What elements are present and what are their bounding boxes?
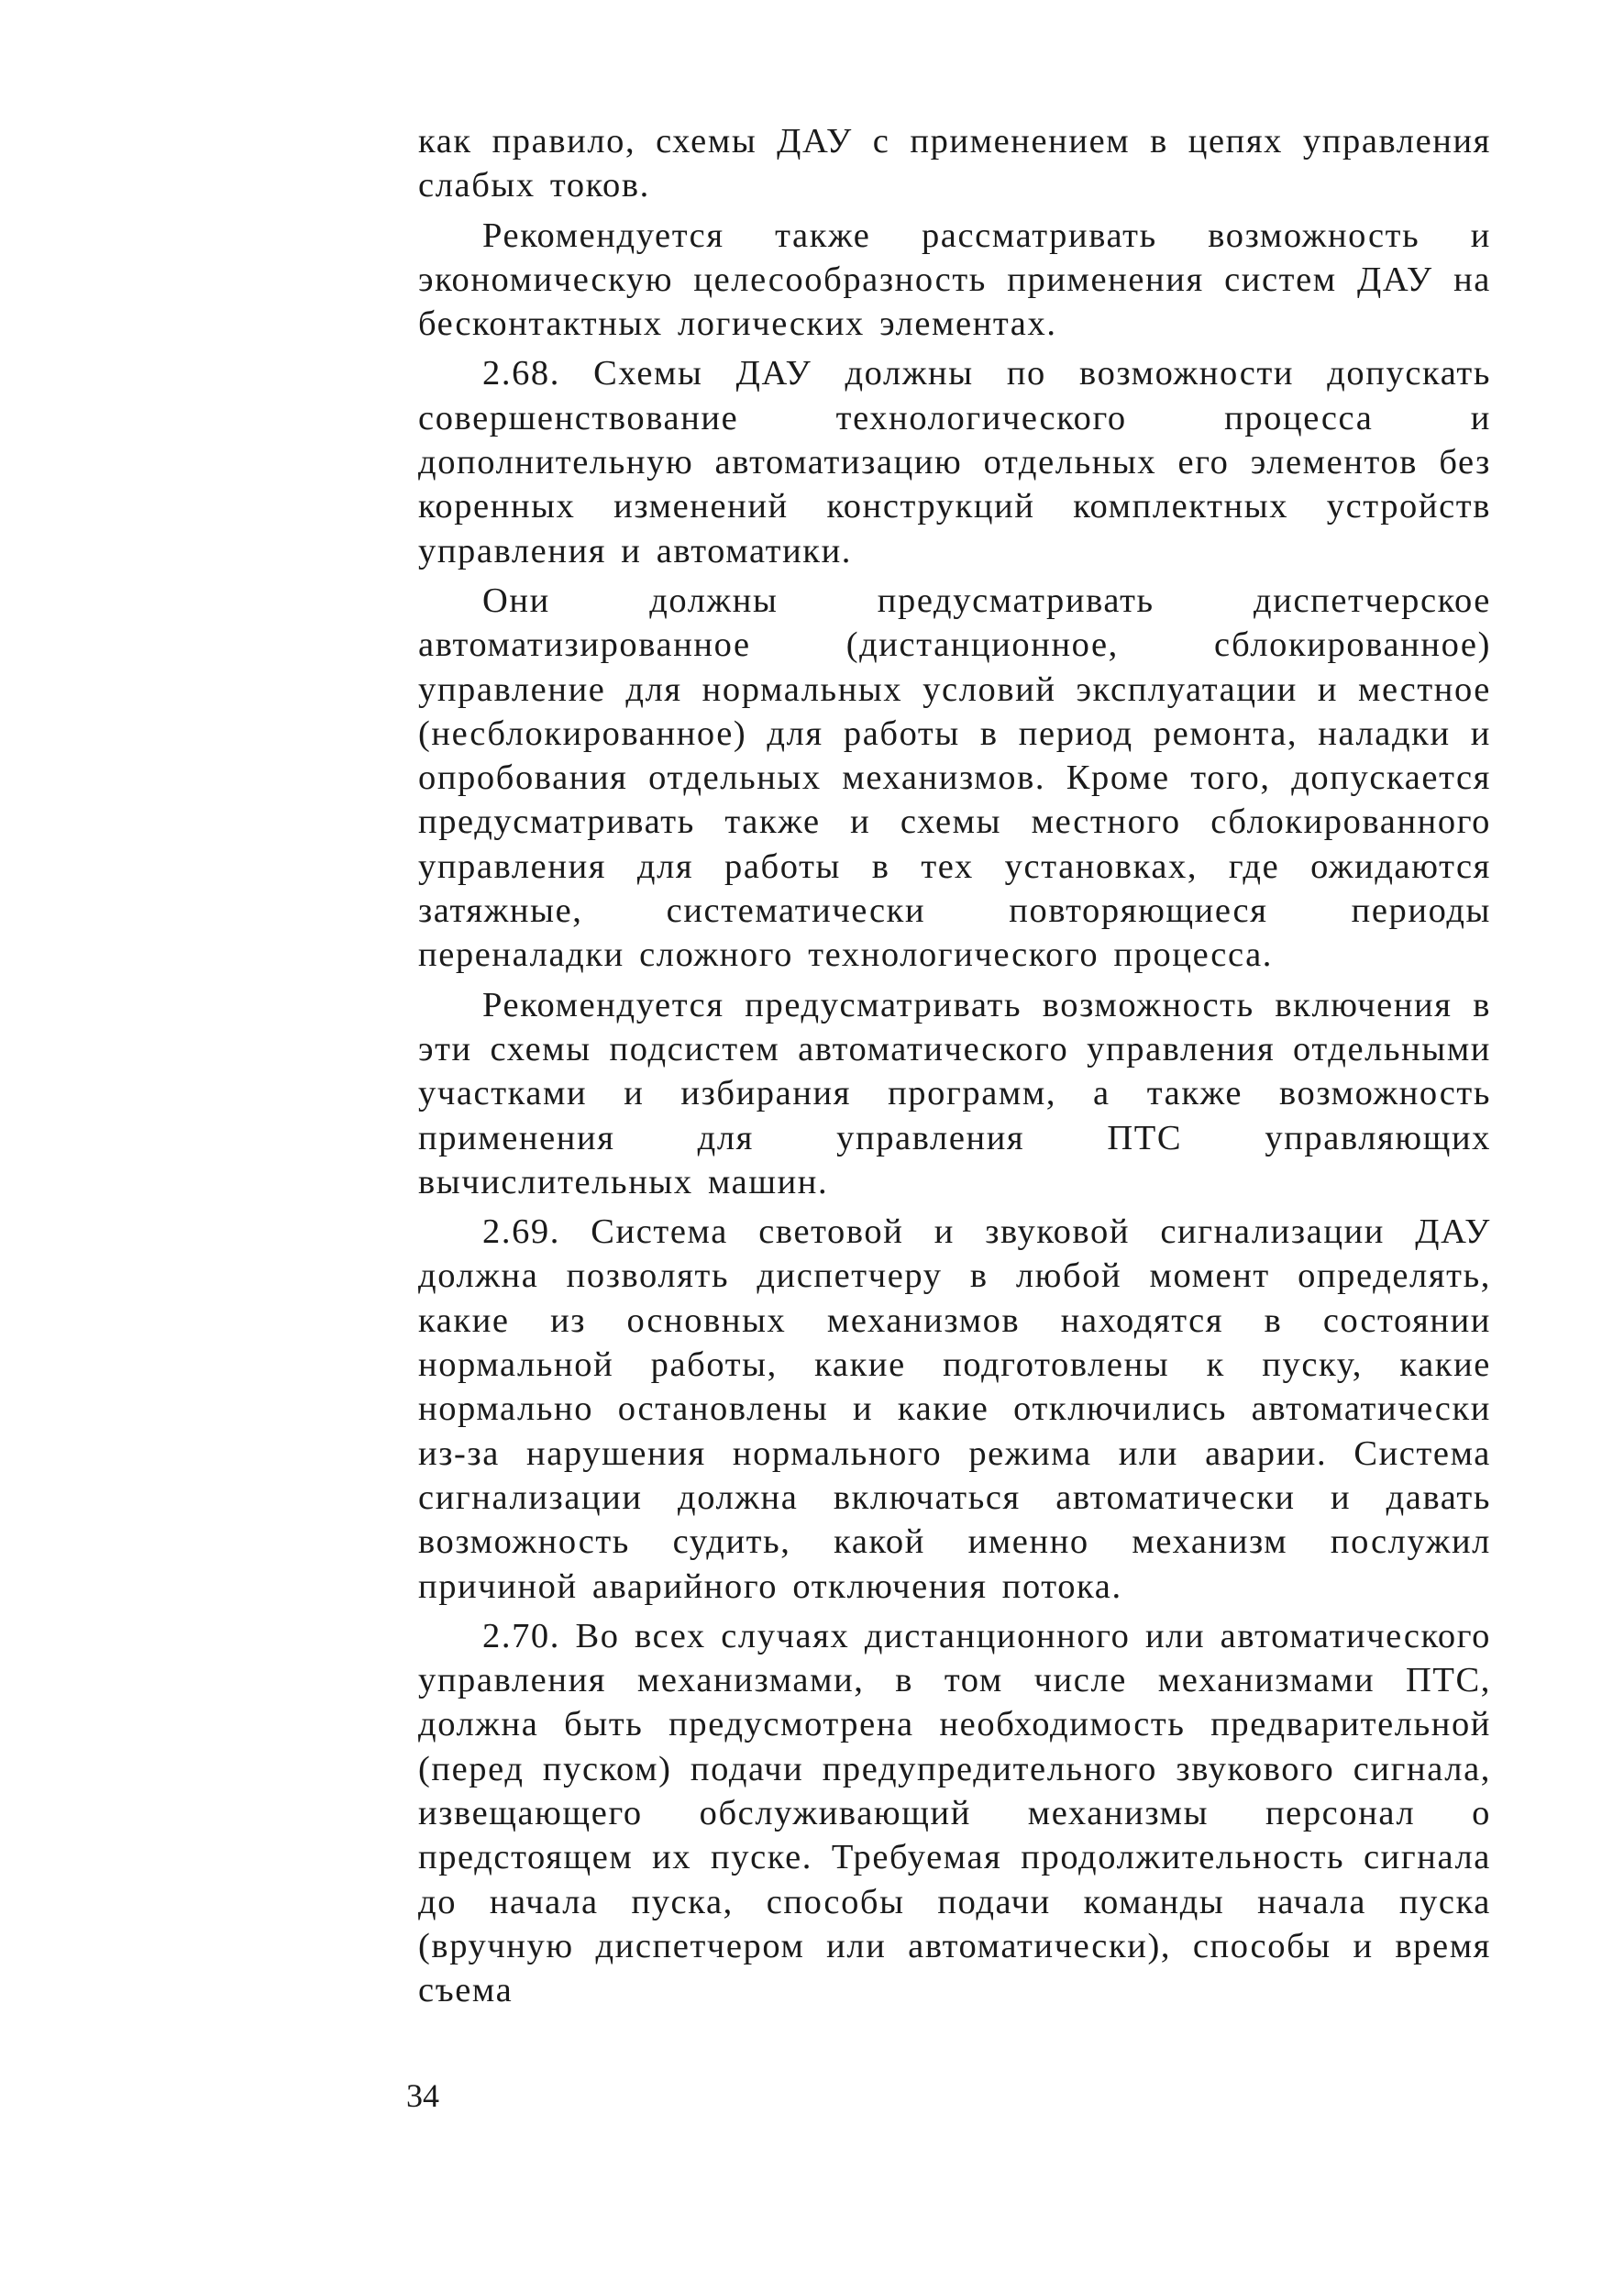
paragraph-4: Они должны предусматривать диспетчерское автоматизированное (дистанционное, сблокированное) управление для нормальных условий эксплуатации и местное (несблокированное) для работы в период ремонта, наладки и опробования отдельных механизмов. Кроме того, допускается предусматривать также и схемы местного сблокированного управления для работы в тех установках, где ожидаются затяжные, систематически повторяющиеся периоды переналадки сложного технологического процесса. bbox=[418, 581, 1491, 975]
paragraph-1: как правило, схемы ДАУ с применением в цепях управления слабых токов. bbox=[418, 122, 1491, 205]
paragraph-3: 2.68. Схемы ДАУ должны по возможности допускать совершенствование технологического процесса и дополнительную автоматизацию отдельных его элементов без коренных изменений конструкций комплектных устройств управления и автоматики. bbox=[418, 354, 1491, 570]
paragraph-7: 2.70. Во всех случаях дистанционного или автоматического управления механизмами, в том числе механизмами ПТС, должна быть предусмотрена необходимость предварительной (перед пуском) подачи предупредительного звукового сигнала, извещающего обслуживающий механизмы персонал о предстоящем их пуске. Требуемая продолжительность сигнала до начала пуска, способы подачи команды начала пуска (вручную диспетчером или автоматически), способы и время съема bbox=[418, 1616, 1491, 2010]
paragraph-5: Рекомендуется предусматривать возможность включения в эти схемы подсистем автоматического управления отдельными участками и избирания программ, а также возможность применения для управления ПТС управляющих вычислительных машин. bbox=[418, 985, 1491, 1201]
paragraph-6: 2.69. Система световой и звуковой сигнализации ДАУ должна позволять диспетчеру в любой момент определять, какие из основных механизмов находятся в состоянии нормальной работы, какие подготовлены к пуску, какие нормально остановлены и какие отключились автоматически из-за нарушения нормального режима или аварии. Система сигнализации должна включаться автоматически и давать возможность судить, какой именно механизм послужил причиной аварийного отключения потока. bbox=[418, 1212, 1491, 1606]
paragraph-2: Рекомендуется также рассматривать возможность и экономическую целесообразность применения систем ДАУ на бесконтактных логических элементах. bbox=[418, 216, 1491, 344]
page-text-block bbox=[418, 119, 1491, 2018]
page-number: 34 bbox=[406, 2077, 439, 2114]
